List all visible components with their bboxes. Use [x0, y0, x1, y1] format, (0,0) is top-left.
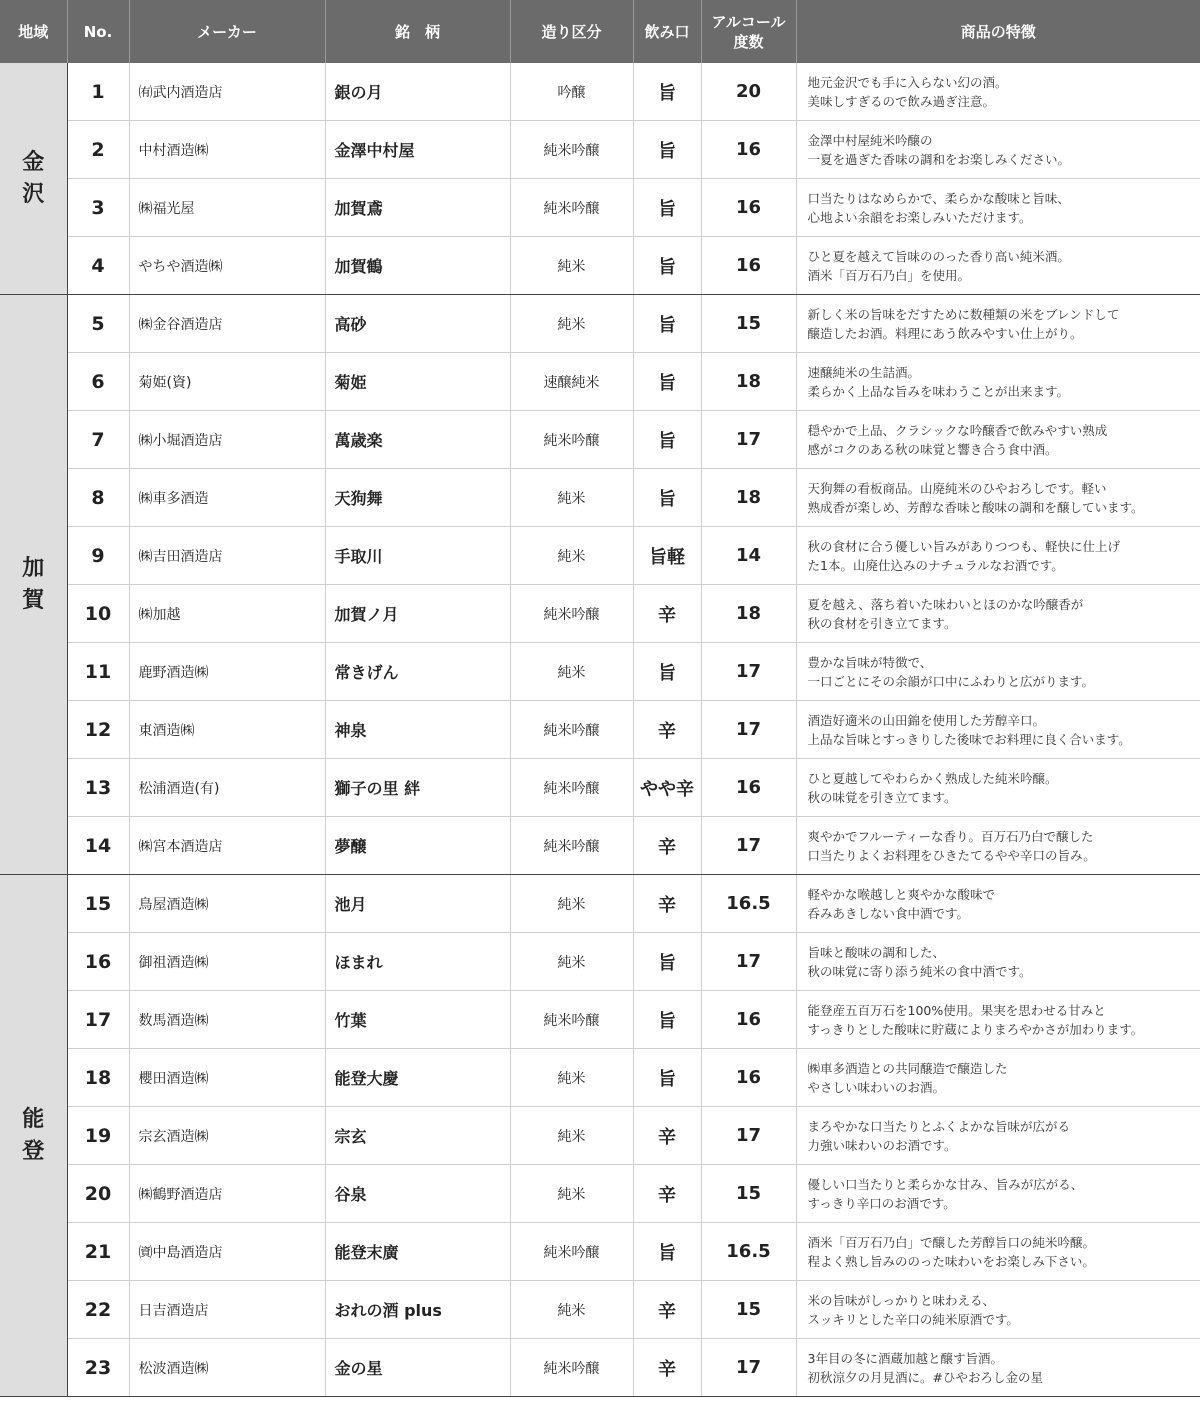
type-cell: 純米吟醸 [510, 179, 633, 237]
brand-cell: 高砂 [325, 295, 510, 353]
brand-cell: 獅子の里 絆 [325, 759, 510, 817]
brand-cell: 宗玄 [325, 1107, 510, 1165]
brand-cell: 常きげん [325, 643, 510, 701]
header-taste: 飲み口 [633, 0, 701, 63]
taste-cell: 旨 [633, 469, 701, 527]
no-cell: 8 [67, 469, 129, 527]
no-cell: 6 [67, 353, 129, 411]
brand-cell: 能登末廣 [325, 1223, 510, 1281]
no-cell: 23 [67, 1339, 129, 1397]
type-cell: 純米 [510, 1165, 633, 1223]
maker-cell: ㈾中島酒造店 [129, 1223, 325, 1281]
features-cell [796, 411, 1200, 469]
table-row [0, 991, 1200, 1049]
features-cell [796, 875, 1200, 933]
features-cell [796, 1049, 1200, 1107]
region-char: 加 [22, 555, 45, 581]
features-line: 秋の味覚を引き立てます。 [807, 789, 957, 805]
no-cell: 18 [67, 1049, 129, 1107]
features-line: 口当たりはなめらかで、柔らかな酸味と旨味、 [807, 190, 1070, 206]
table-row [0, 1107, 1200, 1165]
maker-cell: ㈱福光屋 [129, 179, 325, 237]
features-line: 秋の味覚に寄り添う純米の食中酒です。 [807, 963, 1032, 979]
features-cell [796, 63, 1200, 121]
type-cell: 純米吟醸 [510, 1223, 633, 1281]
no-cell: 21 [67, 1223, 129, 1281]
maker-cell: 御祖酒造㈱ [129, 933, 325, 991]
brand-cell: 加賀鳶 [325, 179, 510, 237]
type-cell: 純米吟醸 [510, 817, 633, 875]
brand-cell: 銀の月 [325, 63, 510, 121]
abv-cell: 17 [701, 643, 796, 701]
table-row [0, 701, 1200, 759]
header-abv [701, 0, 796, 63]
table-row [0, 353, 1200, 411]
features-line: 力強い味わいのお酒です。 [807, 1137, 957, 1153]
taste-cell: 旨 [633, 411, 701, 469]
table-row [0, 817, 1200, 875]
maker-cell: 鳥屋酒造㈱ [129, 875, 325, 933]
type-cell: 純米 [510, 933, 633, 991]
features-line: ひと夏越してやわらかく熟成した純米吟醸。 [807, 770, 1058, 786]
type-cell: 吟醸 [510, 63, 633, 121]
features-line: 爽やかでフルーティーな香り。百万石乃白で醸した [807, 828, 1094, 844]
maker-cell: 東酒造㈱ [129, 701, 325, 759]
brand-cell: 竹葉 [325, 991, 510, 1049]
brand-cell: 加賀ノ月 [325, 585, 510, 643]
abv-cell: 20 [701, 63, 796, 121]
abv-cell: 15 [701, 1165, 796, 1223]
features-line: 金澤中村屋純米吟醸の [807, 132, 933, 148]
brand-cell: 夢醸 [325, 817, 510, 875]
no-cell: 2 [67, 121, 129, 179]
maker-cell: ㈱金谷酒造店 [129, 295, 325, 353]
type-cell: 純米 [510, 237, 633, 295]
features-line: ㈱車多酒造との共同醸造で醸造した [807, 1060, 1008, 1076]
region-cell [0, 295, 67, 875]
abv-cell: 17 [701, 1107, 796, 1165]
features-line: 口当たりよくお料理をひきたてるやや辛口の旨み。 [807, 847, 1096, 863]
features-line: 天狗舞の看板商品。山廃純米のひやおろしです。軽い [807, 480, 1107, 496]
maker-cell: 数馬酒造㈱ [129, 991, 325, 1049]
type-cell: 純米 [510, 527, 633, 585]
maker-cell: ㈱吉田酒造店 [129, 527, 325, 585]
abv-cell: 17 [701, 701, 796, 759]
features-line: 速醸純米の生詰酒。 [807, 364, 921, 380]
maker-cell: 櫻田酒造㈱ [129, 1049, 325, 1107]
features-line: 新しく米の旨味をだすために数種類の米をブレンドして [807, 306, 1120, 322]
type-cell: 速醸純米 [510, 353, 633, 411]
region-char: 登 [22, 1138, 45, 1164]
features-cell [796, 1339, 1200, 1397]
maker-cell: ㈱宮本酒造店 [129, 817, 325, 875]
features-line: ひと夏を越えて旨味ののった香り高い純米酒。 [807, 248, 1070, 264]
maker-cell: 菊姫(資) [129, 353, 325, 411]
taste-cell: 旨 [633, 179, 701, 237]
type-cell: 純米吟醸 [510, 121, 633, 179]
type-cell: 純米 [510, 295, 633, 353]
taste-cell: 旨 [633, 933, 701, 991]
features-cell [796, 1107, 1200, 1165]
taste-cell: 辛 [633, 701, 701, 759]
features-cell [796, 1165, 1200, 1223]
brand-cell: 菊姫 [325, 353, 510, 411]
no-cell: 13 [67, 759, 129, 817]
header-abv-line1: アルコール [711, 12, 786, 31]
brand-cell: 加賀鶴 [325, 237, 510, 295]
type-cell: 純米 [510, 1049, 633, 1107]
table-row [0, 527, 1200, 585]
abv-cell: 16 [701, 991, 796, 1049]
maker-cell: ㈱鶴野酒造店 [129, 1165, 325, 1223]
abv-cell: 17 [701, 411, 796, 469]
type-cell: 純米 [510, 643, 633, 701]
region-char: 沢 [22, 181, 45, 207]
table-row [0, 295, 1200, 353]
brand-cell: 神泉 [325, 701, 510, 759]
features-line: 酒米「百万石乃白」で醸した芳醇旨口の純米吟醸。 [807, 1234, 1096, 1250]
taste-cell: 旨軽 [633, 527, 701, 585]
brand-cell: ほまれ [325, 933, 510, 991]
maker-cell: ㈱車多酒造 [129, 469, 325, 527]
abv-cell: 16.5 [701, 875, 796, 933]
table-row [0, 1165, 1200, 1223]
table-row [0, 1281, 1200, 1339]
header-brand: 銘 柄 [325, 0, 510, 63]
header-type: 造り区分 [510, 0, 633, 63]
header-abv-line2: 度数 [733, 32, 764, 51]
abv-cell: 15 [701, 295, 796, 353]
features-line: 程よく熟し旨みののった味わいをお楽しみ下さい。 [807, 1253, 1095, 1269]
features-cell [796, 527, 1200, 585]
features-line: 夏を越え、落ち着いた味わいとほのかな吟醸香が [807, 596, 1084, 612]
features-cell [796, 179, 1200, 237]
abv-cell: 16 [701, 237, 796, 295]
no-cell: 15 [67, 875, 129, 933]
abv-cell: 16 [701, 1049, 796, 1107]
features-line: 熟成香が楽しめ、芳醇な香味と酸味の調和を醸しています。 [807, 499, 1144, 515]
type-cell: 純米 [510, 469, 633, 527]
features-line: 3年目の冬に酒蔵加越と醸す旨酒。 [807, 1350, 1003, 1366]
taste-cell: 辛 [633, 817, 701, 875]
features-line: スッキリとした辛口の純米原酒です。 [807, 1311, 1019, 1327]
region-cell [0, 875, 67, 1397]
region-char: 能 [22, 1106, 45, 1132]
table-row [0, 759, 1200, 817]
no-cell: 10 [67, 585, 129, 643]
table-row [0, 121, 1200, 179]
taste-cell: 辛 [633, 1165, 701, 1223]
features-cell [796, 1223, 1200, 1281]
header-region: 地域 [0, 0, 67, 63]
no-cell: 16 [67, 933, 129, 991]
features-line: 柔らかく上品な旨みを味わうことが出来ます。 [807, 383, 1070, 399]
no-cell: 14 [67, 817, 129, 875]
no-cell: 17 [67, 991, 129, 1049]
table-row [0, 1339, 1200, 1397]
features-cell [796, 237, 1200, 295]
abv-cell: 16 [701, 179, 796, 237]
type-cell: 純米吟醸 [510, 585, 633, 643]
features-cell [796, 585, 1200, 643]
no-cell: 3 [67, 179, 129, 237]
features-line: すっきり辛口のお酒です。 [807, 1195, 956, 1211]
features-line: すっきりとした酸味に貯蔵によりまろやかさが加わります。 [807, 1021, 1144, 1037]
maker-cell: 中村酒造㈱ [129, 121, 325, 179]
type-cell: 純米 [510, 875, 633, 933]
features-cell [796, 759, 1200, 817]
maker-cell: ㈱小堀酒造店 [129, 411, 325, 469]
features-cell [796, 295, 1200, 353]
taste-cell: 辛 [633, 1281, 701, 1339]
table-row [0, 643, 1200, 701]
abv-cell: 14 [701, 527, 796, 585]
taste-cell: 辛 [633, 1107, 701, 1165]
taste-cell: やや辛 [633, 759, 701, 817]
maker-cell: 宗玄酒造㈱ [129, 1107, 325, 1165]
features-line: 心地よい余韻をお楽しみいただけます。 [807, 209, 1032, 225]
features-line: た1本。山廃仕込みのナチュラルなお酒です。 [807, 557, 1064, 573]
type-cell: 純米 [510, 1281, 633, 1339]
brand-cell: 能登大慶 [325, 1049, 510, 1107]
no-cell: 5 [67, 295, 129, 353]
brand-cell: 池月 [325, 875, 510, 933]
brand-cell: 萬歳楽 [325, 411, 510, 469]
features-line: 軽やかな喉越しと爽やかな酸味で [807, 886, 996, 902]
brand-cell: 手取川 [325, 527, 510, 585]
features-line: 醸造したお酒。料理にあう飲みやすい仕上がり。 [807, 325, 1083, 341]
table-row [0, 237, 1200, 295]
features-line: 一口ごとにその余韻が口中にふわりと広がります。 [807, 673, 1095, 689]
maker-cell: 松浦酒造(有) [129, 759, 325, 817]
no-cell: 11 [67, 643, 129, 701]
header-no: No. [67, 0, 129, 63]
taste-cell: 旨 [633, 63, 701, 121]
maker-cell: 日吉酒造店 [129, 1281, 325, 1339]
brand-cell: 金澤中村屋 [325, 121, 510, 179]
no-cell: 9 [67, 527, 129, 585]
features-line: 上品な旨味とすっきりした後味でお料理に良く合います。 [807, 731, 1131, 747]
features-line: 美味しすぎるので飲み過ぎ注意。 [807, 93, 996, 109]
taste-cell: 旨 [633, 295, 701, 353]
abv-cell: 18 [701, 585, 796, 643]
abv-cell: 18 [701, 353, 796, 411]
table-row [0, 411, 1200, 469]
taste-cell: 旨 [633, 1049, 701, 1107]
features-line: 一夏を過ぎた香味の調和をお楽しみください。 [807, 151, 1071, 167]
features-line: 感がコクのある秋の味覚と響き合う食中酒。 [807, 441, 1058, 457]
header-row [0, 0, 1200, 63]
maker-cell: ㈲武内酒造店 [129, 63, 325, 121]
features-line: 優しい口当たりと柔らかな甘み、旨みが広がる、 [807, 1176, 1084, 1192]
features-line: やさしい味わいのお酒。 [807, 1079, 946, 1095]
header-maker: メーカー [129, 0, 325, 63]
no-cell: 20 [67, 1165, 129, 1223]
brand-cell: 金の星 [325, 1339, 510, 1397]
brand-cell: 谷泉 [325, 1165, 510, 1223]
features-cell [796, 353, 1200, 411]
table-row [0, 1223, 1200, 1281]
features-line: 穏やかで上品、クラシックな吟醸香で飲みやすい熟成 [807, 422, 1108, 438]
features-line: 地元金沢でも手に入らない幻の酒。 [807, 74, 1008, 90]
abv-cell: 17 [701, 1339, 796, 1397]
no-cell: 19 [67, 1107, 129, 1165]
features-line: まろやかな口当たりとふくよかな旨味が広がる [807, 1118, 1071, 1134]
features-line: 酒造好適米の山田錦を使用した芳醇辛口。 [807, 712, 1046, 728]
brand-cell: 天狗舞 [325, 469, 510, 527]
region-char: 賀 [22, 587, 45, 613]
table-row [0, 179, 1200, 237]
abv-cell: 15 [701, 1281, 796, 1339]
maker-cell: やちや酒造㈱ [129, 237, 325, 295]
table-body [0, 63, 1200, 1397]
header-features: 商品の特徴 [796, 0, 1200, 63]
taste-cell: 旨 [633, 643, 701, 701]
abv-cell: 18 [701, 469, 796, 527]
maker-cell: 鹿野酒造㈱ [129, 643, 325, 701]
maker-cell: ㈱加越 [129, 585, 325, 643]
no-cell: 7 [67, 411, 129, 469]
table-row [0, 875, 1200, 933]
taste-cell: 旨 [633, 353, 701, 411]
features-cell [796, 121, 1200, 179]
features-line: 酒米「百万石乃白」を使用。 [807, 267, 971, 283]
table-row [0, 933, 1200, 991]
brand-cell: おれの酒 plus [325, 1281, 510, 1339]
features-line: 初秋涼夕の月見酒に。#ひやおろし金の星 [807, 1369, 1043, 1385]
region-char: 金 [22, 149, 45, 175]
taste-cell: 辛 [633, 1339, 701, 1397]
features-cell [796, 469, 1200, 527]
table-row [0, 585, 1200, 643]
no-cell: 12 [67, 701, 129, 759]
no-cell: 4 [67, 237, 129, 295]
taste-cell: 旨 [633, 1223, 701, 1281]
taste-cell: 辛 [633, 585, 701, 643]
features-cell [796, 817, 1200, 875]
abv-cell: 17 [701, 933, 796, 991]
features-cell [796, 701, 1200, 759]
features-cell [796, 1281, 1200, 1339]
type-cell: 純米吟醸 [510, 991, 633, 1049]
taste-cell: 辛 [633, 875, 701, 933]
table-row [0, 469, 1200, 527]
abv-cell: 16.5 [701, 1223, 796, 1281]
features-cell [796, 933, 1200, 991]
features-cell [796, 643, 1200, 701]
features-line: 米の旨味がしっかりと味わえる、 [807, 1292, 996, 1308]
type-cell: 純米吟醸 [510, 1339, 633, 1397]
features-line: 秋の食材を引き立てます。 [807, 615, 957, 631]
features-line: 秋の食材に合う優しい旨みがありつつも、軽快に仕上げ [807, 538, 1121, 554]
features-line: 豊かな旨味が特徴で、 [807, 654, 933, 670]
table-row [0, 1049, 1200, 1107]
features-cell [796, 991, 1200, 1049]
type-cell: 純米吟醸 [510, 701, 633, 759]
table-row [0, 63, 1200, 121]
no-cell: 1 [67, 63, 129, 121]
taste-cell: 旨 [633, 121, 701, 179]
taste-cell: 旨 [633, 237, 701, 295]
type-cell: 純米吟醸 [510, 759, 633, 817]
features-line: 能登産五百万石を100%使用。果実を思わせる甘みと [807, 1002, 1106, 1018]
taste-cell: 旨 [633, 991, 701, 1049]
maker-cell: 松波酒造㈱ [129, 1339, 325, 1397]
features-line: 呑みあきしない食中酒です。 [807, 905, 970, 921]
abv-cell: 16 [701, 121, 796, 179]
features-line: 旨味と酸味の調和した、 [807, 944, 946, 960]
type-cell: 純米吟醸 [510, 411, 633, 469]
abv-cell: 16 [701, 759, 796, 817]
no-cell: 22 [67, 1281, 129, 1339]
region-cell [0, 63, 67, 295]
type-cell: 純米 [510, 1107, 633, 1165]
abv-cell: 17 [701, 817, 796, 875]
